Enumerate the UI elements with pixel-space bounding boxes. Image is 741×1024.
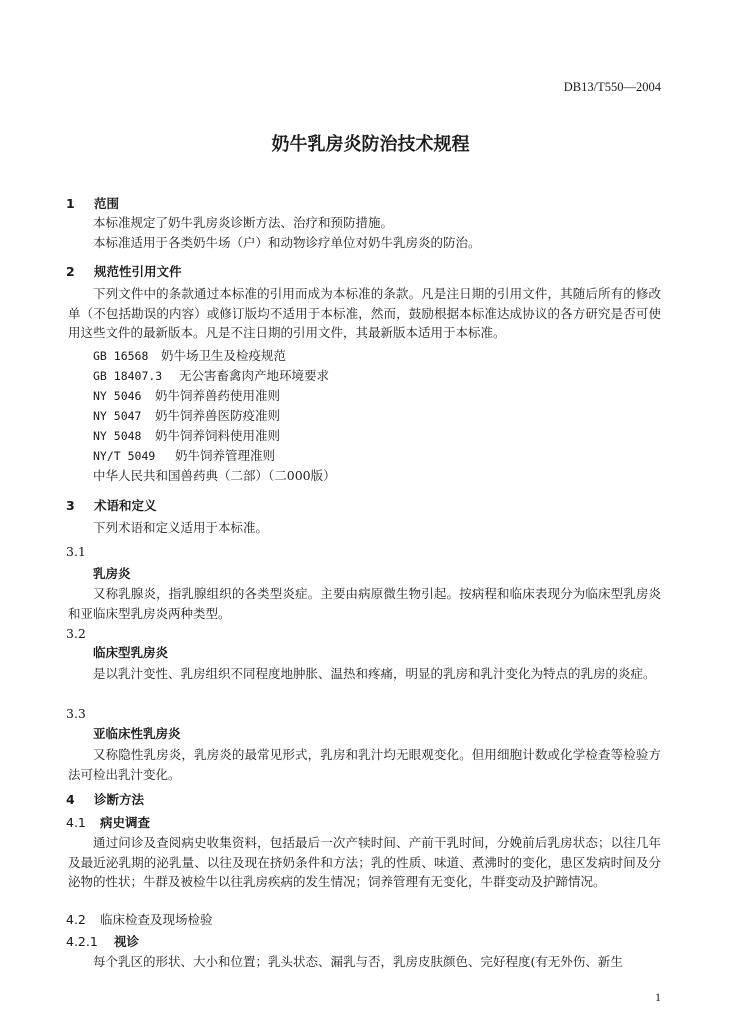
reference-code: NY/T 5049 [93, 449, 156, 463]
section-3-heading [66, 496, 157, 514]
subsection-4-1-paragraph: 通过问诊及查阅病史收集资料，包括最后一次产犊时间、产前干乳时间，分娩前后乳房状态；以往几年及最近泌乳期的泌乳量、以往及现在挤奶条件和方法；乳的性质、味道、煮沸时的变化，患区发病时间及分泌物的性状；牛群及被检牛以往乳房疾病的发生情况；饲养管理有无变化，牛群变动及护蹄情况。 [68, 835, 661, 889]
subsection-number: 4.2.1 [66, 934, 98, 949]
clause-number: 3.1 [66, 544, 86, 559]
reference-item [93, 386, 280, 404]
section-4-heading [66, 790, 144, 808]
document-title: 奶牛乳房炎防治技术规程 [271, 134, 470, 155]
reference-title: 奶牛饲养管理准则 [175, 448, 276, 463]
subsection-number: 4.2 [66, 912, 86, 927]
section-1-heading [66, 194, 119, 212]
term-definition: 是以乳汁变性、乳房组织不同程度地肿胀、温热和疼痛，明显的乳房和乳汁变化为特点的乳房的炎症。 [93, 666, 656, 681]
subsection-number: 4.1 [66, 815, 86, 830]
reference-item [93, 446, 275, 464]
term-definition: 又称乳腺炎，指乳腺组织的各类型炎症。主要由病原微生物引起。按病程和临床表现分为临床型乳房炎和亚临床型乳房炎两种类型。 [68, 586, 661, 621]
subsection-title: 临床检查及现场检验 [100, 912, 213, 927]
term-definition: 又称隐性乳房炎，乳房炎的最常见形式，乳房和乳汁均无眼观变化。但用细胞计数或化学检查等检验方法可检出乳汁变化。 [68, 747, 661, 782]
reference-code: NY 5047 [93, 409, 142, 423]
reference-item [93, 406, 280, 424]
reference-title: 奶牛饲养饲料使用准则 [155, 428, 281, 443]
reference-title: 奶牛饲养兽医防疫准则 [155, 408, 281, 423]
section-number: 2 [66, 264, 75, 279]
section-3-intro: 下列术语和定义适用于本标准。 [93, 520, 269, 535]
term-label: 临床型乳房炎 [93, 645, 169, 660]
subsection-4-2-heading [66, 910, 213, 928]
reference-code: NY 5048 [93, 429, 142, 443]
reference-item [93, 426, 280, 444]
subsection-4-2-1-heading [66, 932, 139, 950]
reference-code: NY 5046 [93, 389, 142, 403]
section-number: 3 [66, 498, 75, 513]
section-1-paragraph-2: 本标准适用于各类奶牛场（户）和动物诊疗单位对奶牛乳房炎的防治。 [93, 235, 481, 250]
subsection-4-2-1-paragraph: 每个乳区的形状、大小和位置；乳头状态、漏乳与否，乳房皮肤颜色、完好程度(有无外伤、新生 [93, 954, 623, 969]
document-number: DB13/T550—2004 [563, 80, 661, 94]
reference-item [93, 346, 286, 364]
clause-number: 3.3 [66, 706, 86, 721]
section-title: 诊断方法 [94, 792, 145, 807]
subsection-4-1-heading [66, 813, 150, 831]
section-2-paragraph: 下列文件中的条款通过本标准的引用而成为本标准的条款。凡是注日期的引用文件，其随后所有的修改单（不包括勘误的内容）或修订版均不适用于本标准，然而，鼓励根据本标准达成协议的各方研究是否可使用这些文件的最新版本。凡是不注日期的引用文件，其最新版本适用于本标准。 [68, 286, 661, 340]
term-label: 亚临床性乳房炎 [93, 726, 181, 741]
section-1-paragraph-1: 本标准规定了奶牛乳房炎诊断方法、治疗和预防措施。 [93, 215, 394, 230]
section-number: 4 [66, 792, 75, 807]
term-label: 乳房炎 [93, 566, 131, 581]
subsection-title: 视诊 [114, 934, 140, 949]
section-2-heading [66, 262, 182, 280]
reference-title: 无公害畜禽肉产地环境要求 [179, 368, 330, 383]
subsection-title: 病史调查 [100, 815, 151, 830]
section-title: 范围 [94, 196, 120, 211]
reference-code: GB 16568 [93, 349, 149, 363]
section-title: 规范性引用文件 [94, 264, 182, 279]
clause-number: 3.2 [66, 626, 86, 641]
page-number: 1 [655, 990, 661, 1004]
reference-code: GB 18407.3 [93, 369, 163, 383]
reference-title: 奶牛饲养兽药使用准则 [155, 388, 281, 403]
pharmacopoeia-reference: 中华人民共和国兽药典（二部）（二000版） [93, 468, 336, 483]
section-number: 1 [66, 196, 75, 211]
section-title: 术语和定义 [94, 498, 157, 513]
reference-item [93, 366, 329, 384]
reference-title: 奶牛场卫生及检疫规范 [161, 348, 287, 363]
